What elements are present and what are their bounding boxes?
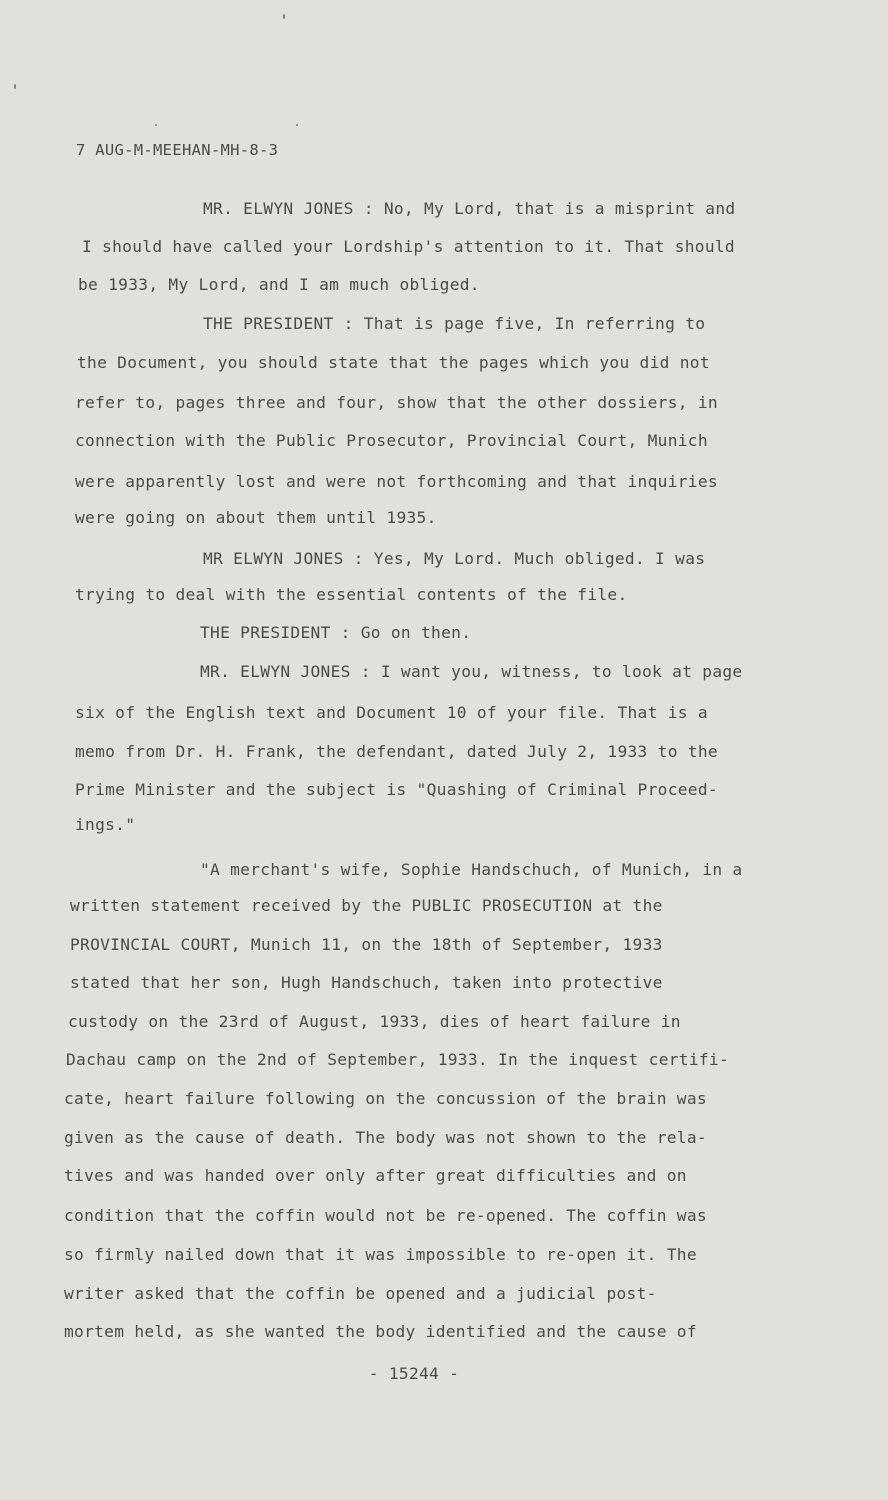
text-line: given as the cause of death. The body was not shown to the rela- [64, 1128, 707, 1147]
page-number: - 15244 - [368, 1364, 460, 1383]
text-line: Prime Minister and the subject is "Quashing of Criminal Proceed- [75, 780, 718, 799]
text-line: six of the English text and Document 10 of your file. That is a [75, 703, 708, 722]
paper-speck [283, 14, 285, 19]
text-line: were going on about them until 1935. [75, 508, 437, 527]
text-line: Dachau camp on the 2nd of September, 1933. In the inquest certifi- [66, 1050, 730, 1069]
text-line: MR. ELWYN JONES : No, My Lord, that is a misprint and [203, 199, 736, 218]
text-line: mortem held, as she wanted the body identified and the cause of [64, 1322, 697, 1341]
text-line: writer asked that the coffin be opened and a judicial post- [64, 1284, 657, 1303]
text-line: cate, heart failure following on the concussion of the brain was [64, 1089, 707, 1108]
text-line: custody on the 23rd of August, 1933, dies of heart failure in [68, 1012, 681, 1031]
text-line: "A merchant's wife, Sophie Handschuch, of Munich, in a [200, 860, 743, 879]
text-line: THE PRESIDENT : That is page five, In referring to [203, 314, 706, 333]
text-line: stated that her son, Hugh Handschuch, taken into protective [70, 973, 663, 992]
text-line: condition that the coffin would not be re-opened. The coffin was [64, 1206, 707, 1225]
text-line: refer to, pages three and four, show that the other dossiers, in [75, 393, 718, 412]
text-line: ings." [75, 815, 136, 834]
text-line: MR. ELWYN JONES : I want you, witness, to look at page [200, 662, 743, 681]
text-line: I should have called your Lordship's attention to it. That should [82, 237, 735, 256]
text-line: memo from Dr. H. Frank, the defendant, dated July 2, 1933 to the [75, 742, 718, 761]
text-line: connection with the Public Prosecutor, Provincial Court, Munich [75, 431, 708, 450]
text-line: PROVINCIAL COURT, Munich 11, on the 18th of September, 1933 [70, 935, 663, 954]
text-line: so firmly nailed down that it was impossible to re-open it. The [64, 1245, 697, 1264]
text-line: THE PRESIDENT : Go on then. [200, 623, 472, 642]
text-line: MR ELWYN JONES : Yes, My Lord. Much obliged. I was [203, 549, 706, 568]
paper-speck [296, 124, 298, 126]
paper-speck [155, 124, 157, 126]
text-line: tives and was handed over only after great difficulties and on [64, 1166, 687, 1185]
document-reference: 7 AUG-M-MEEHAN-MH-8-3 [76, 141, 279, 159]
text-line: trying to deal with the essential contents of the file. [75, 585, 628, 604]
text-line: written statement received by the PUBLIC PROSECUTION at the [70, 896, 663, 915]
text-line: be 1933, My Lord, and I am much obliged. [78, 275, 480, 294]
text-line: the Document, you should state that the pages which you did not [77, 353, 710, 372]
text-line: were apparently lost and were not forthcoming and that inquiries [75, 472, 718, 491]
paper-speck [14, 84, 16, 89]
